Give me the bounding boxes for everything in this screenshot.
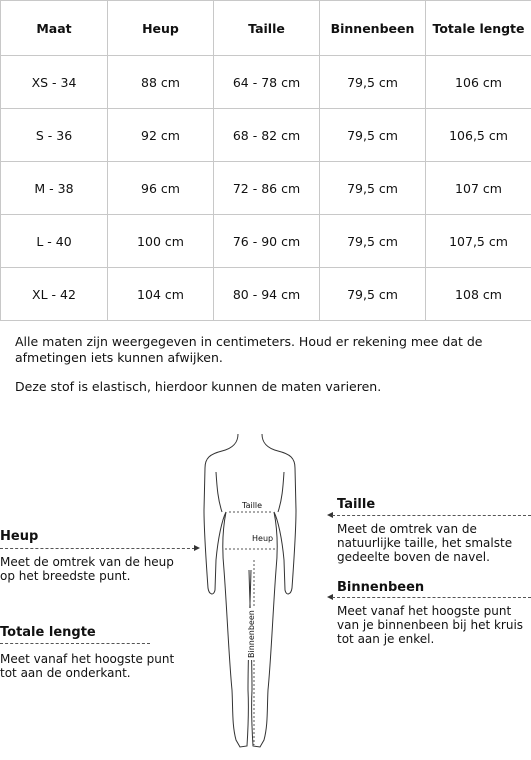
header-taille: Taille <box>214 1 320 56</box>
binnenbeen-leader-line <box>332 597 531 598</box>
header-totale-lengte: Totale lengte <box>426 1 531 56</box>
heup-title: Heup <box>0 529 39 544</box>
size-chart-table <box>0 0 531 321</box>
binnenbeen-description: Meet vanaf het hoogste punt van je binnenbeen bij het kruis tot aan je enkel. <box>337 604 524 646</box>
cell-taille: 64 - 78 cm <box>214 56 320 109</box>
cell-taille: 72 - 86 cm <box>214 162 320 215</box>
totale-lengte-leader-line <box>0 643 150 644</box>
heup-arrow-icon <box>194 545 200 551</box>
figure-label-heup: Heup <box>252 534 274 543</box>
figure-label-binnenbeen: Binnenbeen <box>247 610 256 658</box>
cell-binnenbeen: 79,5 cm <box>320 215 426 268</box>
cell-totale-lengte: 106 cm <box>426 56 531 109</box>
cell-taille: 80 - 94 cm <box>214 268 320 321</box>
totale-lengte-title: Totale lengte <box>0 625 96 640</box>
header-maat: Maat <box>1 1 108 56</box>
table-header-row <box>1 1 531 56</box>
figure-label-taille: Taille <box>242 501 263 510</box>
cell-maat: XL - 42 <box>1 268 108 321</box>
cell-totale-lengte: 106,5 cm <box>426 109 531 162</box>
measurement-guide <box>0 420 531 760</box>
cell-maat: XS - 34 <box>1 56 108 109</box>
measurement-note: Alle maten zijn weergegeven in centimeters. Houd er rekening mee dat de afmetingen iets kunnen afwijken. <box>15 334 483 365</box>
binnenbeen-title: Binnenbeen <box>337 580 425 595</box>
cell-heup: 96 cm <box>108 162 214 215</box>
taille-title: Taille <box>337 497 376 512</box>
cell-heup: 92 cm <box>108 109 214 162</box>
cell-heup: 88 cm <box>108 56 214 109</box>
cell-binnenbeen: 79,5 cm <box>320 109 426 162</box>
table-row <box>1 109 531 162</box>
elastic-note: Deze stof is elastisch, hierdoor kunnen de maten varieren. <box>15 379 382 394</box>
taille-description: Meet de omtrek van de natuurlijke taille, het smalste gedeelte boven de navel. <box>337 522 513 564</box>
cell-heup: 100 cm <box>108 215 214 268</box>
cell-maat: M - 38 <box>1 162 108 215</box>
cell-taille: 76 - 90 cm <box>214 215 320 268</box>
cell-maat: L - 40 <box>1 215 108 268</box>
table-row <box>1 268 531 321</box>
heup-description: Meet de omtrek van de heup op het breedste punt. <box>0 555 174 583</box>
table-row <box>1 215 531 268</box>
table-row <box>1 162 531 215</box>
header-heup: Heup <box>108 1 214 56</box>
cell-taille: 68 - 82 cm <box>214 109 320 162</box>
cell-totale-lengte: 107,5 cm <box>426 215 531 268</box>
cell-binnenbeen: 79,5 cm <box>320 162 426 215</box>
cell-binnenbeen: 79,5 cm <box>320 56 426 109</box>
header-binnenbeen: Binnenbeen <box>320 1 426 56</box>
cell-binnenbeen: 79,5 cm <box>320 268 426 321</box>
cell-totale-lengte: 107 cm <box>426 162 531 215</box>
cell-maat: S - 36 <box>1 109 108 162</box>
cell-totale-lengte: 108 cm <box>426 268 531 321</box>
heup-leader-line <box>0 548 195 549</box>
table-row <box>1 56 531 109</box>
totale-lengte-description: Meet vanaf het hoogste punt tot aan de onderkant. <box>0 652 175 680</box>
cell-heup: 104 cm <box>108 268 214 321</box>
taille-leader-line <box>332 515 531 516</box>
body-figure-icon <box>0 420 531 760</box>
